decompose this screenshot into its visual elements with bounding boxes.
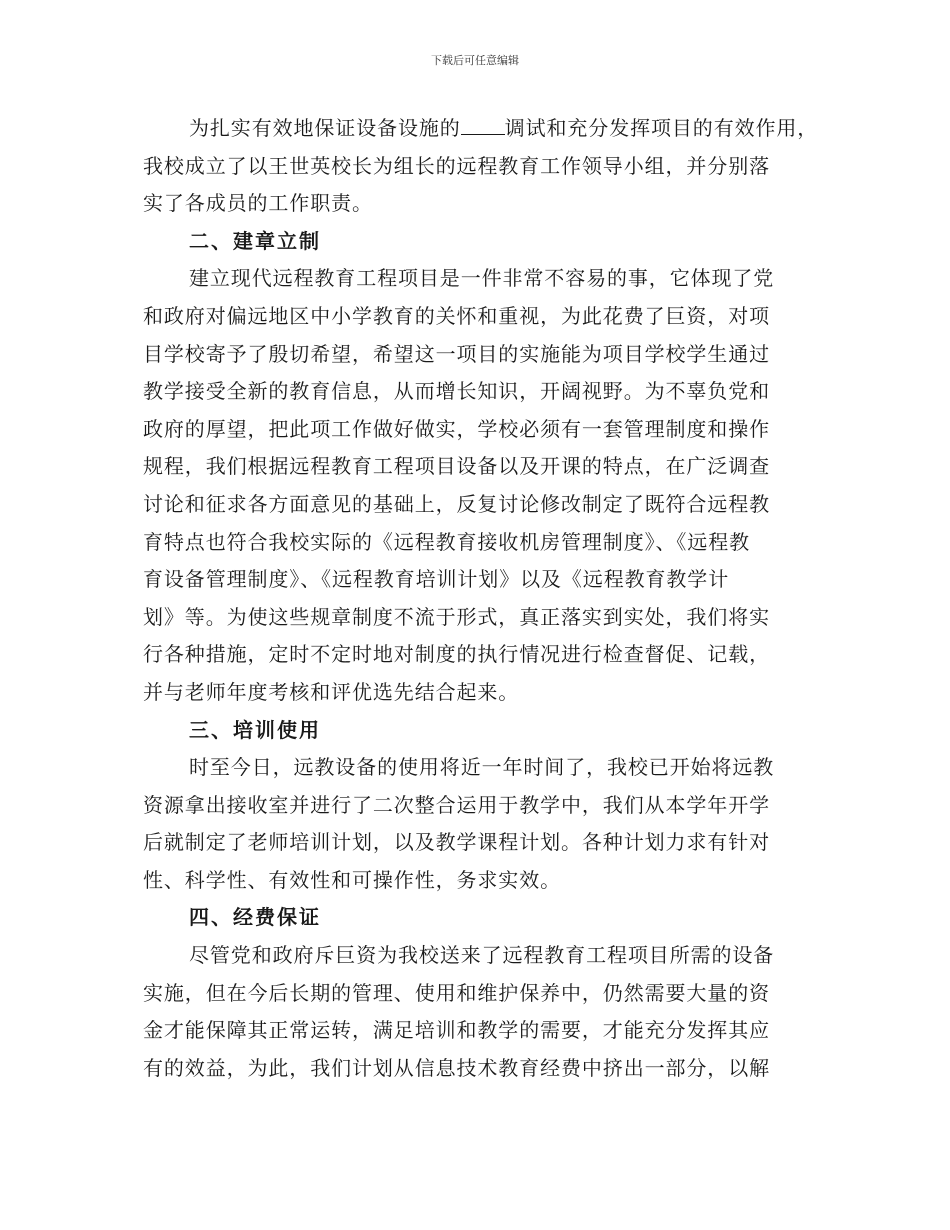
paragraph-line: 资源拿出接收室并进行了二次整合运用于教学中，我们从本学年开学	[143, 792, 770, 817]
paragraph-line: 教学接受全新的教育信息，从而增长知识，开阔视野。为不辜负党和	[143, 379, 770, 404]
paragraph-line: 尽管党和政府斥巨资为我校送来了远程教育工程项目所需的设备	[189, 943, 775, 968]
document-body	[143, 110, 819, 1087]
paragraph-line: 时至今日，远教设备的使用将近一年时间了，我校已开始将远教	[189, 755, 775, 780]
paragraph-line: 育设备管理制度》、《远程教育培训计划》以及《远程教育教学计	[143, 567, 730, 592]
paragraph-line: 讨论和征求各方面意见的基础上，反复讨论修改制定了既符合远程教	[143, 491, 770, 516]
paragraph-line: 和政府对偏远地区中小学教育的关怀和重视，为此花费了巨资，对项	[143, 303, 770, 328]
paragraph-line: 性、科学性、有效性和可操作性，务求实效。	[143, 867, 561, 892]
paragraph-line: 有的效益，为此，我们计划从信息技术教育经费中挤出一部分，以解	[143, 1055, 770, 1080]
paragraph-text: 调试和充分发挥项目的有效作用，	[504, 116, 819, 140]
paragraph-line	[143, 110, 819, 148]
paragraph-line: 后就制定了老师培训计划，以及教学课程计划。各种计划力求有针对	[143, 830, 770, 855]
paragraph-line: 实了各成员的工作职责。	[143, 191, 373, 216]
paragraph-line: 育特点也符合我校实际的《远程教育接收机房管理制度》、《远程教	[143, 529, 750, 554]
section-heading: 四、经费保证	[189, 905, 321, 930]
paragraph-line: 划》等。为使这些规章制度不流于形式，真正落实到实处，我们将实	[143, 604, 770, 629]
paragraph-line: 目学校寄予了殷切希望，希望这一项目的实施能为项目学校学生通过	[143, 341, 770, 366]
paragraph-line: 并与老师年度考核和评优选先结合起来。	[143, 679, 520, 704]
paragraph-line: 行各种措施，定时不定时地对制度的执行情况进行检查督促、记载，	[143, 642, 770, 667]
paragraph-line: 规程，我们根据远程教育工程项目设备以及开课的特点，在广泛调查	[143, 454, 770, 479]
paragraph-line: 我校成立了以王世英校长为组长的远程教育工作领导小组，并分别落	[143, 153, 770, 178]
paragraph-line: 金才能保障其正常运转，满足培训和教学的需要，才能充分发挥其应	[143, 1018, 770, 1043]
fill-in-blank	[461, 112, 505, 135]
section-heading: 二、建章立制	[189, 228, 321, 253]
paragraph-line: 政府的厚望，把此项工作做好做实，学校必须有一套管理制度和操作	[143, 416, 770, 441]
section-heading: 三、培训使用	[189, 717, 321, 742]
paragraph-line: 实施，但在今后长期的管理、使用和维护保养中，仍然需要大量的资	[143, 980, 770, 1005]
page-header: 下载后可任意编辑	[431, 54, 519, 67]
paragraph-line: 建立现代远程教育工程项目是一件非常不容易的事，它体现了党	[189, 266, 775, 291]
paragraph-text: 为扎实有效地保证设备设施的	[189, 116, 461, 140]
